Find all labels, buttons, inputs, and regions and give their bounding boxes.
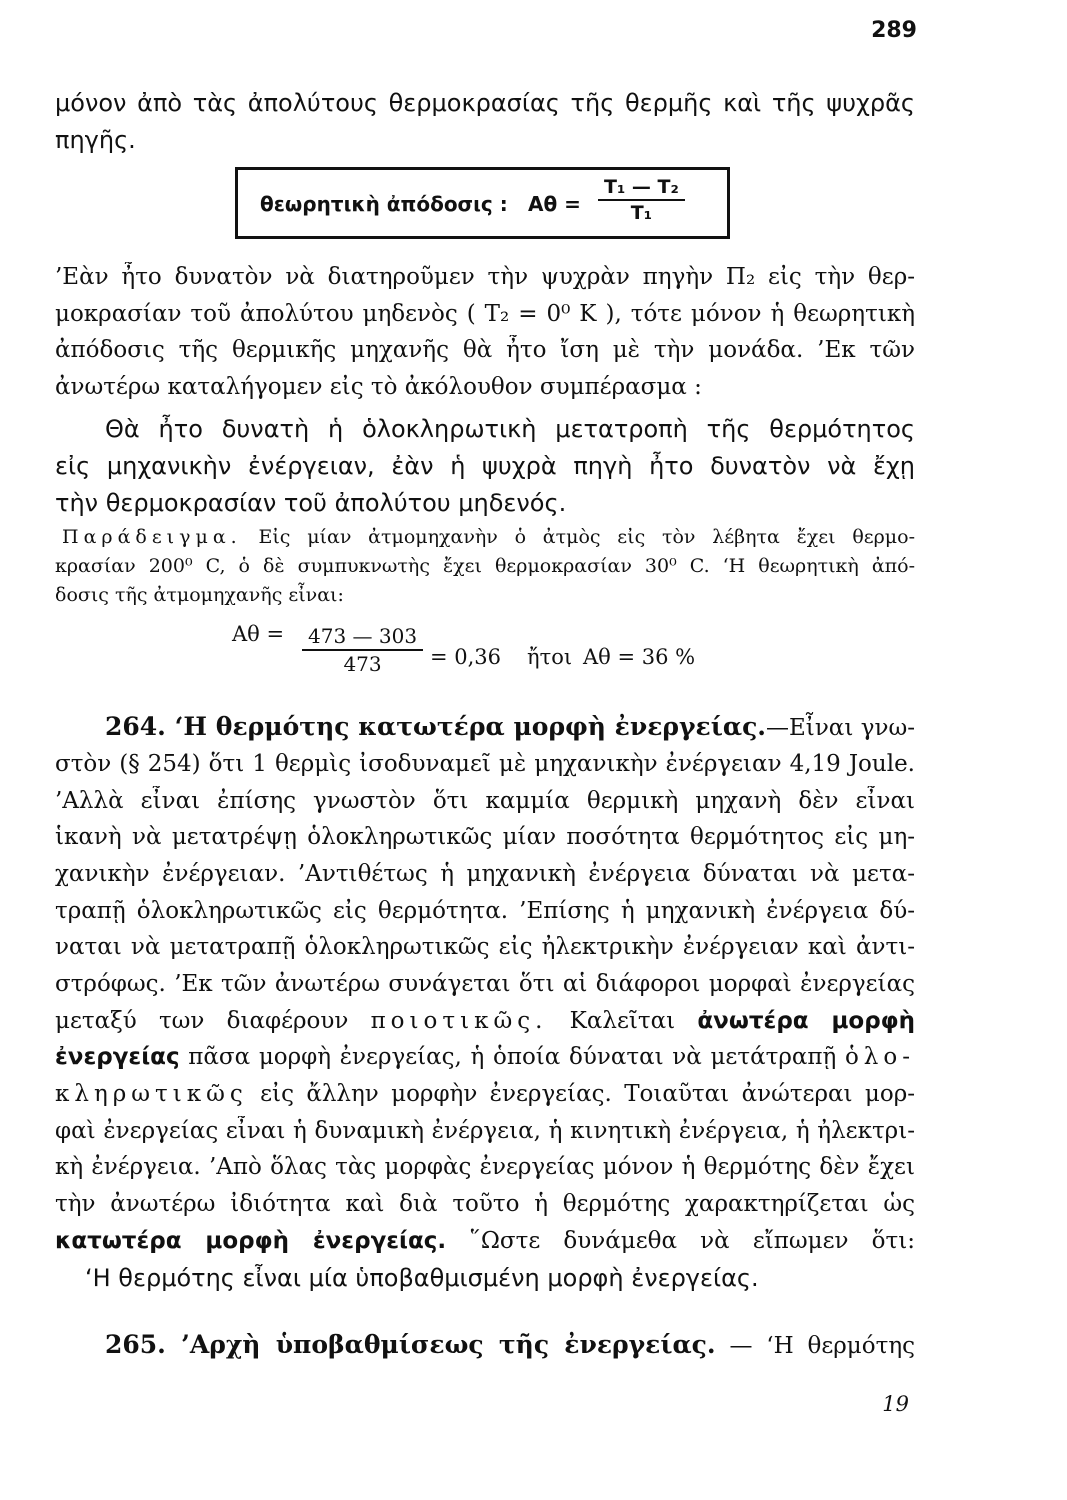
example-formula-denominator: 473 (343, 652, 382, 676)
example-line-3: δοσις τῆς ἀτμομηχανῆς εἶναι: (55, 584, 344, 606)
qualitative-spaced: ποιοτικῶς. (370, 1008, 548, 1034)
section264-line-4: ἱκανὴ νὰ μετατρέψῃ ὁλοκληρωτικῶς μίαν ποσότητα θερμότητος εἰς μη- (55, 824, 915, 850)
example-line-1 (62, 524, 915, 550)
para1-line-2: μοκρασίαν τοῦ ἀπολύτου μηδενὸς ( T₂ = 0⁰ K ), τότε μόνον ἡ θεωρητικὴ (55, 301, 915, 327)
para1-line-4: ἀνωτέρω καταλήγομεν εἰς τὸ ἀκόλουθον συμπέρασμα : (55, 374, 702, 400)
page-number: 289 (871, 18, 917, 43)
other-form-text: εἰς ἄλλην μορφὴν ἐνεργείας. Τοιαῦται ἀνώτεραι μορ- (260, 1081, 915, 1107)
section265-line (105, 1330, 915, 1361)
section265-rest: — ‘Η θερμότης (729, 1333, 915, 1359)
footer-number: 19 (882, 1392, 909, 1416)
qualitative-pre: μεταξύ των διαφέρουν (55, 1008, 349, 1034)
example-formula-result2: Αθ = 36 % (583, 645, 696, 669)
qualitative-bold: ἀνωτέρα μορφὴ (697, 1008, 915, 1034)
totally-spaced-end: κληρωτικῶς (55, 1081, 248, 1107)
conclusion-line-2: εἰς μηχανικὴν ἐνέργειαν, ἐὰν ἡ ψυχρὰ πηγὴ ἦτο δυνατὸν νὰ ἔχῃ (55, 452, 915, 480)
section264-line-3: ’Αλλὰ εἶναι ἐπίσης γνωστὸν ὅτι καμμία θερμικὴ μηχανὴ δὲν εἶναι (55, 788, 915, 814)
conclusion-line-1: Θὰ ἦτο δυνατὴ ἡ ὁλοκληρωτικὴ μετατροπὴ τῆς θερμότητος (105, 415, 915, 443)
intro-line-1: μόνον ἀπὸ τὰς ἀπολύτους θερμοκρασίας τῆς θερμῆς καὶ τῆς ψυχρᾶς (55, 89, 915, 117)
conclusion-line-3: τὴν θερμοκρασίαν τοῦ ἀπολύτου μηδενός. (55, 489, 567, 517)
section264-line-9 (55, 1006, 915, 1036)
totally-spaced-start: ὁλο- (844, 1044, 915, 1070)
formula-numerator: T₁ — T₂ (598, 176, 685, 201)
degraded-statement: ‘Η θερμότης εἶναι μία ὑποβαθμισμένη μορφὴ ἐνεργείας. (85, 1264, 759, 1292)
example-formula-connector: ἤτοι (527, 645, 573, 669)
formula-denominator: T₁ (630, 202, 653, 224)
section264-line-5: χανικὴν ἐνέργειαν. ’Αντιθέτως ἡ μηχανικὴ ἐνέργεια δύναται νὰ μετα- (55, 861, 915, 887)
section264-line-2: στὸν (§ 254) ὅτι 1 θερμὶς ἰσοδυναμεῖ μὲ μηχανικὴν ἐνέργειαν 4,19 Joule. (55, 751, 915, 777)
formula-box (235, 167, 730, 239)
section264-line-13: κὴ ἐνέργεια. ’Απὸ ὅλας τὰς μορφὰς ἐνεργείας μόνον ἡ θερμότης δὲν ἔχει (55, 1154, 915, 1180)
example-line-1-text: Εἰς μίαν ἀτμομηχανὴν ὁ ἀτμὸς εἰς τὸν λέβητα ἔχει θερμο- (258, 526, 915, 548)
intro-line-2: πηγῆς. (55, 126, 136, 154)
lower-form-rest: ῞Ωστε δυνάμεθα νὰ εἴπωμεν ὅτι: (469, 1228, 915, 1254)
section264-line-6: τραπῇ ὁλοκληρωτικῶς εἰς θερμότητα. ’Επίσης ἡ μηχανικὴ ἐνέργεια δύ- (55, 898, 915, 924)
example-formula-numerator: 473 — 303 (302, 624, 423, 651)
section264-line-12: φαὶ ἐνεργείας εἶναι ἡ δυναμικὴ ἐνέργεια, ἡ κινητικὴ ἐνέργεια, ἡ ἠλεκτρι- (55, 1118, 915, 1144)
example-formula-fraction (302, 624, 423, 676)
section264-line-1 (105, 712, 915, 743)
lower-form-bold: κατωτέρα μορφὴ ἐνεργείας. (55, 1228, 447, 1254)
section264-line-8: στρόφως. ’Εκ τῶν ἀνωτέρω συνάγεται ὅτι αἱ διάφοροι μορφαὶ ἐνεργείας (55, 971, 915, 997)
para1-line-1: ’Εὰν ἦτο δυνατὸν νὰ διατηροῦμεν τὴν ψυχρὰν πηγὴν Π₂ εἰς τὴν θερ- (55, 264, 915, 290)
para1-line-3: ἀπόδοσις τῆς θερμικῆς μηχανῆς θὰ ἦτο ἴση μὲ τὴν μονάδα. ’Εκ τῶν (55, 337, 915, 363)
section264-line-7: ναται νὰ μετατραπῇ ὁλοκληρωτικῶς εἰς ἠλεκτρικὴν ἐνέργειαν καὶ ἀντι- (55, 934, 915, 960)
formula-fraction (598, 176, 685, 224)
section264-heading: 264. ‘Η θερμότης κατωτέρα μορφὴ ἐνεργείας. (105, 712, 767, 741)
example-formula-lhs: Αθ = (232, 622, 285, 646)
formula-label: θεωρητικὴ ἀπόδοσις : (260, 192, 508, 216)
section264-line-11 (55, 1079, 915, 1109)
section264-line-14: τὴν ἀνωτέρω ἰδιότητα καὶ διὰ τοῦτο ἡ θερμότης χαρακτηρίζεται ὡς (55, 1191, 915, 1217)
formula-lhs: Αθ = (528, 192, 581, 216)
section264-line-10 (55, 1042, 915, 1072)
qualitative-mid: Καλεῖται (569, 1008, 676, 1034)
example-line-2: κρασίαν 200⁰ C, ὁ δὲ συμπυκνωτὴς ἔχει θερμοκρασίαν 30⁰ C. ‘Η θεωρητικὴ ἀπό- (55, 555, 915, 577)
section264-line-15 (55, 1226, 915, 1256)
section264-line-1-text: —Εἶναι γνω- (766, 715, 915, 741)
energy-bold: ἐνεργείας (55, 1044, 180, 1070)
example-formula-result: = 0,36 (430, 645, 502, 669)
section265-heading: 265. ’Αρχὴ ὑποβαθμίσεως τῆς ἐνεργείας. (105, 1330, 716, 1359)
example-word: Παράδειγμα. (62, 526, 242, 548)
energy-rest: πᾶσα μορφὴ ἐνεργείας, ἡ ὁποία δύναται νὰ μετάτραπῇ (188, 1044, 837, 1070)
